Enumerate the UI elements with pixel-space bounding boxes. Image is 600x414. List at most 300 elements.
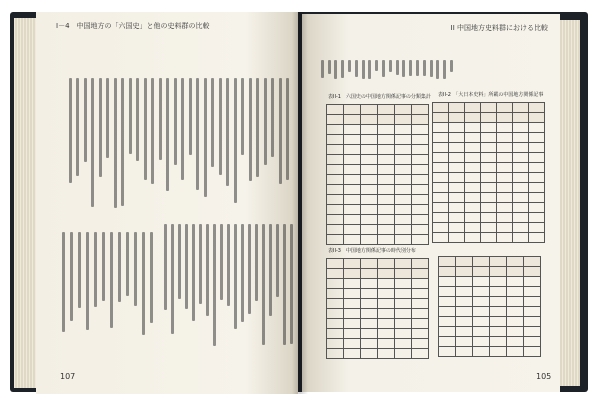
table-cell bbox=[449, 173, 465, 183]
table-cell bbox=[465, 233, 481, 243]
table-cell bbox=[513, 193, 529, 203]
text-column-line bbox=[241, 224, 244, 322]
text-column-line bbox=[362, 60, 365, 79]
table-cell bbox=[344, 299, 361, 309]
table-cell bbox=[395, 145, 412, 155]
table-row bbox=[327, 115, 429, 125]
text-column-line bbox=[264, 78, 267, 165]
table-row bbox=[439, 267, 541, 277]
table-cell bbox=[473, 267, 490, 277]
table-cell bbox=[361, 195, 378, 205]
table-cell bbox=[327, 319, 344, 329]
table-cell bbox=[361, 299, 378, 309]
text-column-line bbox=[234, 78, 237, 203]
table-row bbox=[327, 135, 429, 145]
table-cell bbox=[412, 259, 429, 269]
text-column-line bbox=[144, 78, 147, 180]
table-cell bbox=[439, 347, 456, 357]
table-cell bbox=[344, 145, 361, 155]
table-cell bbox=[513, 153, 529, 163]
table-cell bbox=[524, 347, 541, 357]
table-cell bbox=[412, 135, 429, 145]
text-column-line bbox=[213, 224, 216, 346]
table-cell bbox=[412, 269, 429, 279]
table-cell bbox=[524, 287, 541, 297]
table-cell bbox=[412, 235, 429, 245]
table-cell bbox=[395, 225, 412, 235]
table-cell bbox=[378, 125, 395, 135]
table-row bbox=[433, 113, 545, 123]
table-cell bbox=[327, 165, 344, 175]
data-table bbox=[432, 102, 545, 243]
table-cell bbox=[327, 309, 344, 319]
text-column-line bbox=[150, 232, 153, 323]
table-cell bbox=[327, 339, 344, 349]
table-cell bbox=[327, 329, 344, 339]
table-cell bbox=[433, 183, 449, 193]
table-cell bbox=[412, 105, 429, 115]
table-cell bbox=[524, 267, 541, 277]
table-cell bbox=[490, 257, 507, 267]
table-cell bbox=[473, 287, 490, 297]
table-cell bbox=[529, 183, 545, 193]
text-column-line bbox=[62, 232, 65, 332]
table-cell bbox=[378, 105, 395, 115]
table-cell bbox=[465, 113, 481, 123]
table-cell bbox=[513, 143, 529, 153]
table-cell bbox=[524, 327, 541, 337]
table-cell bbox=[327, 195, 344, 205]
table-cell bbox=[378, 349, 395, 359]
table-cell bbox=[361, 289, 378, 299]
text-column-line bbox=[99, 78, 102, 177]
table-cell bbox=[513, 173, 529, 183]
table-cell bbox=[344, 175, 361, 185]
table-cell bbox=[433, 143, 449, 153]
table-cell bbox=[481, 103, 497, 113]
table-cell bbox=[344, 319, 361, 329]
table-cell bbox=[529, 233, 545, 243]
table-cell bbox=[490, 337, 507, 347]
table-cell bbox=[378, 115, 395, 125]
table-cell bbox=[529, 213, 545, 223]
table-cell bbox=[497, 183, 513, 193]
text-column-line bbox=[164, 224, 167, 310]
text-column-line bbox=[178, 224, 181, 299]
table-row bbox=[327, 319, 429, 329]
text-column-line bbox=[241, 78, 244, 155]
text-column-line bbox=[189, 78, 192, 155]
table-cell bbox=[327, 115, 344, 125]
table-cell bbox=[456, 337, 473, 347]
table-cell bbox=[395, 235, 412, 245]
table-cell bbox=[497, 143, 513, 153]
text-column-line bbox=[334, 60, 337, 79]
text-column-line bbox=[129, 78, 132, 154]
table-cell bbox=[412, 225, 429, 235]
table-cell bbox=[412, 215, 429, 225]
table-cell bbox=[524, 257, 541, 267]
table-row bbox=[433, 233, 545, 243]
text-column-line bbox=[443, 60, 446, 79]
table-cell bbox=[327, 279, 344, 289]
table-cell bbox=[378, 175, 395, 185]
table-cell bbox=[412, 145, 429, 155]
left-page-number: 107 bbox=[60, 372, 76, 381]
table-cell bbox=[456, 287, 473, 297]
table-cell bbox=[465, 213, 481, 223]
table-cell bbox=[378, 215, 395, 225]
text-column-line bbox=[286, 78, 289, 180]
table-cell bbox=[361, 349, 378, 359]
text-column-line bbox=[409, 60, 412, 76]
table-cell bbox=[449, 133, 465, 143]
table-cell bbox=[378, 225, 395, 235]
table-cell bbox=[378, 195, 395, 205]
table-cell bbox=[361, 175, 378, 185]
text-column-line bbox=[78, 232, 81, 308]
table-caption-3: 表II-3 中国地方関係記事の時代別分布 bbox=[328, 248, 416, 254]
text-column-line bbox=[106, 78, 109, 158]
table-row bbox=[433, 173, 545, 183]
table-cell bbox=[529, 133, 545, 143]
table-cell bbox=[481, 163, 497, 173]
table-row bbox=[327, 125, 429, 135]
table-cell bbox=[433, 203, 449, 213]
table-cell bbox=[395, 329, 412, 339]
text-column-line bbox=[86, 232, 89, 330]
table-cell bbox=[439, 327, 456, 337]
table-cell bbox=[395, 175, 412, 185]
right-page-number: 105 bbox=[536, 372, 552, 381]
table-cell bbox=[439, 337, 456, 347]
table-cell bbox=[465, 183, 481, 193]
table-row bbox=[439, 337, 541, 347]
table-cell bbox=[439, 257, 456, 267]
table-cell bbox=[490, 317, 507, 327]
text-column-line bbox=[206, 224, 209, 316]
table-cell bbox=[327, 135, 344, 145]
table-cell bbox=[513, 213, 529, 223]
table-cell bbox=[344, 185, 361, 195]
table-cell bbox=[412, 319, 429, 329]
text-column-line bbox=[219, 78, 222, 175]
table-cell bbox=[507, 337, 524, 347]
table-cell bbox=[529, 123, 545, 133]
table-cell bbox=[507, 297, 524, 307]
table-cell bbox=[481, 233, 497, 243]
text-column-line bbox=[185, 224, 188, 309]
table-cell bbox=[524, 317, 541, 327]
table-cell bbox=[465, 163, 481, 173]
table-cell bbox=[449, 233, 465, 243]
table-row bbox=[439, 307, 541, 317]
table-cell bbox=[395, 319, 412, 329]
table-cell bbox=[361, 225, 378, 235]
table-cell bbox=[465, 203, 481, 213]
text-column-line bbox=[151, 78, 154, 184]
table-cell bbox=[497, 133, 513, 143]
table-cell bbox=[497, 163, 513, 173]
table-cell bbox=[361, 205, 378, 215]
table-cell bbox=[481, 143, 497, 153]
text-column-line bbox=[430, 60, 433, 77]
table-cell bbox=[433, 153, 449, 163]
table-cell bbox=[497, 203, 513, 213]
table-row bbox=[433, 133, 545, 143]
table-cell bbox=[361, 155, 378, 165]
table-cell bbox=[481, 123, 497, 133]
table-cell bbox=[449, 193, 465, 203]
table-cell bbox=[412, 185, 429, 195]
text-column-line bbox=[450, 60, 453, 72]
table-cell bbox=[439, 287, 456, 297]
table-cell bbox=[473, 277, 490, 287]
table-cell bbox=[327, 215, 344, 225]
table-cell bbox=[378, 329, 395, 339]
table-row bbox=[439, 317, 541, 327]
table-cell bbox=[529, 193, 545, 203]
table-cell bbox=[490, 307, 507, 317]
table-cell bbox=[507, 287, 524, 297]
table-row bbox=[327, 235, 429, 245]
table-cell bbox=[395, 105, 412, 115]
table-cell bbox=[507, 277, 524, 287]
table-cell bbox=[361, 115, 378, 125]
table-cell bbox=[465, 153, 481, 163]
table-cell bbox=[490, 297, 507, 307]
text-column-line bbox=[76, 78, 79, 176]
table-cell bbox=[481, 203, 497, 213]
text-column-line bbox=[199, 224, 202, 304]
table-cell bbox=[473, 257, 490, 267]
text-column-line bbox=[94, 232, 97, 307]
table-cell bbox=[344, 309, 361, 319]
table-cell bbox=[327, 185, 344, 195]
text-column-line bbox=[271, 78, 274, 157]
table-cell bbox=[507, 327, 524, 337]
table-cell bbox=[465, 173, 481, 183]
text-column-line bbox=[283, 224, 286, 345]
table-cell bbox=[497, 223, 513, 233]
table-row bbox=[433, 123, 545, 133]
table-cell bbox=[412, 329, 429, 339]
table-cell bbox=[327, 259, 344, 269]
table-cell bbox=[439, 277, 456, 287]
table-row bbox=[439, 327, 541, 337]
table-cell bbox=[378, 165, 395, 175]
table-cell bbox=[412, 279, 429, 289]
text-column-line bbox=[166, 78, 169, 191]
table-cell bbox=[361, 309, 378, 319]
table-cell bbox=[378, 259, 395, 269]
table-cell bbox=[433, 103, 449, 113]
table-row bbox=[327, 195, 429, 205]
table-cell bbox=[513, 113, 529, 123]
table-cell bbox=[361, 145, 378, 155]
table-row bbox=[439, 277, 541, 287]
text-column-line bbox=[269, 224, 272, 316]
table-row bbox=[439, 257, 541, 267]
table-cell bbox=[361, 319, 378, 329]
table-cell bbox=[481, 153, 497, 163]
table-cell bbox=[497, 173, 513, 183]
table-cell bbox=[361, 135, 378, 145]
table-row bbox=[327, 165, 429, 175]
table-cell bbox=[529, 223, 545, 233]
table-cell bbox=[378, 135, 395, 145]
table-cell bbox=[465, 123, 481, 133]
table-cell bbox=[327, 175, 344, 185]
table-cell bbox=[524, 277, 541, 287]
table-cell bbox=[378, 339, 395, 349]
text-column-line bbox=[368, 60, 371, 79]
table-cell bbox=[412, 125, 429, 135]
table-row bbox=[327, 279, 429, 289]
table-row bbox=[433, 193, 545, 203]
table-row bbox=[327, 289, 429, 299]
table-cell bbox=[412, 349, 429, 359]
table-cell bbox=[439, 297, 456, 307]
table-cell bbox=[490, 327, 507, 337]
table-cell bbox=[456, 257, 473, 267]
text-column-line bbox=[114, 78, 117, 208]
table-cell bbox=[395, 259, 412, 269]
table-cell bbox=[344, 279, 361, 289]
table-cell bbox=[513, 183, 529, 193]
table-row bbox=[327, 259, 429, 269]
table-cell bbox=[395, 339, 412, 349]
table-cell bbox=[344, 329, 361, 339]
text-column-line bbox=[256, 78, 259, 177]
text-column-line bbox=[192, 224, 195, 321]
table-cell bbox=[513, 223, 529, 233]
table-cell bbox=[361, 235, 378, 245]
text-column-line bbox=[118, 232, 121, 302]
text-column-line bbox=[262, 224, 265, 345]
table-cell bbox=[529, 103, 545, 113]
text-column-line bbox=[416, 60, 419, 76]
table-cell bbox=[361, 165, 378, 175]
table-cell bbox=[490, 287, 507, 297]
text-column-line bbox=[328, 60, 331, 74]
table-cell bbox=[449, 113, 465, 123]
table-cell bbox=[497, 233, 513, 243]
table-cell bbox=[327, 125, 344, 135]
table-row bbox=[439, 287, 541, 297]
text-column-line bbox=[134, 232, 137, 306]
table-cell bbox=[449, 223, 465, 233]
table-cell bbox=[449, 163, 465, 173]
table-cell bbox=[465, 103, 481, 113]
table-cell bbox=[395, 125, 412, 135]
text-column-line bbox=[181, 78, 184, 180]
table-cell bbox=[395, 349, 412, 359]
text-column-line bbox=[121, 78, 124, 206]
table-cell bbox=[433, 113, 449, 123]
table-cell bbox=[327, 235, 344, 245]
table-row bbox=[327, 349, 429, 359]
table-cell bbox=[395, 309, 412, 319]
table-cell bbox=[529, 113, 545, 123]
table-cell bbox=[524, 337, 541, 347]
table-row bbox=[327, 145, 429, 155]
table-cell bbox=[507, 257, 524, 267]
table-cell bbox=[412, 155, 429, 165]
table-cell bbox=[361, 339, 378, 349]
text-column-line bbox=[91, 78, 94, 207]
table-row bbox=[433, 153, 545, 163]
table-cell bbox=[449, 203, 465, 213]
table-cell bbox=[412, 115, 429, 125]
text-column-line bbox=[249, 78, 252, 181]
table-cell bbox=[465, 143, 481, 153]
table-cell bbox=[378, 269, 395, 279]
table-cell bbox=[433, 173, 449, 183]
table-cell bbox=[327, 349, 344, 359]
text-column-line bbox=[255, 224, 258, 301]
table-cell bbox=[344, 125, 361, 135]
text-column-line bbox=[196, 78, 199, 190]
table-cell bbox=[412, 195, 429, 205]
text-column-line bbox=[396, 60, 399, 75]
table-cell bbox=[473, 347, 490, 357]
table-cell bbox=[395, 205, 412, 215]
table-cell bbox=[327, 155, 344, 165]
right-running-head: II 中国地方史料群における比較 bbox=[450, 24, 548, 32]
book-gutter bbox=[292, 12, 308, 394]
text-column-line bbox=[355, 60, 358, 77]
table-cell bbox=[456, 327, 473, 337]
table-cell bbox=[481, 133, 497, 143]
table-cell bbox=[395, 115, 412, 125]
table-cell bbox=[513, 133, 529, 143]
table-cell bbox=[456, 277, 473, 287]
table-cell bbox=[395, 299, 412, 309]
table-cell bbox=[361, 329, 378, 339]
table-cell bbox=[327, 299, 344, 309]
table-cell bbox=[524, 307, 541, 317]
table-row bbox=[327, 269, 429, 279]
table-cell bbox=[529, 173, 545, 183]
table-cell bbox=[344, 105, 361, 115]
table-cell bbox=[433, 223, 449, 233]
table-cell bbox=[344, 115, 361, 125]
table-cell bbox=[344, 205, 361, 215]
table-cell bbox=[327, 289, 344, 299]
table-row bbox=[327, 185, 429, 195]
table-cell bbox=[529, 143, 545, 153]
table-cell bbox=[513, 103, 529, 113]
table-cell bbox=[473, 307, 490, 317]
table-cell bbox=[465, 133, 481, 143]
left-running-head: I－4 中国地方の「六国史」と他の史料群の比較 bbox=[56, 22, 210, 30]
table-cell bbox=[481, 113, 497, 123]
text-column-line bbox=[248, 224, 251, 314]
table-cell bbox=[344, 235, 361, 245]
table-row bbox=[327, 299, 429, 309]
text-column-line bbox=[171, 224, 174, 334]
table-cell bbox=[513, 123, 529, 133]
table-row bbox=[327, 309, 429, 319]
text-column-line bbox=[402, 60, 405, 77]
table-caption-1: 表II-1 六国史の中国地方関係記事の分類集計 bbox=[328, 94, 431, 100]
table-cell bbox=[449, 143, 465, 153]
text-column-line bbox=[174, 78, 177, 165]
table-cell bbox=[395, 279, 412, 289]
table-row bbox=[327, 339, 429, 349]
table-cell bbox=[433, 123, 449, 133]
